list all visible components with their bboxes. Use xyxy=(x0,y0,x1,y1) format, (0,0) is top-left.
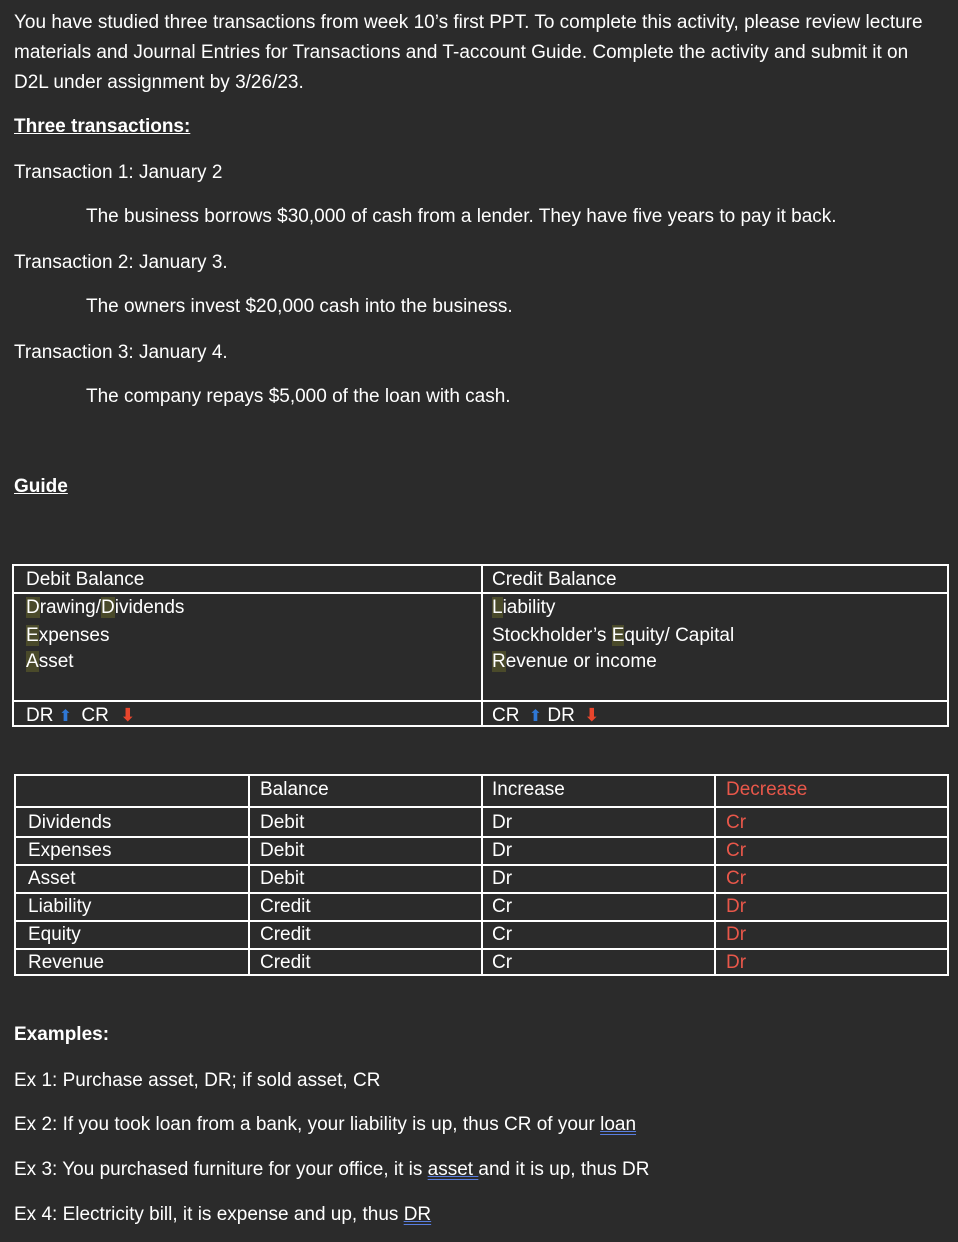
intro-paragraph: You have studied three transactions from week 10’s first PPT. To complete this activity, please review lecture materials and Journal Entries for Transactions and T-account Guide. Complete the activity and submit it on D2L under assignment by 3/26/23. xyxy=(14,12,923,93)
example-4-link: DR xyxy=(403,1204,432,1225)
table-cell: Cr xyxy=(492,896,513,917)
transaction-3-label: Transaction 3: January 4. xyxy=(14,342,228,363)
guide-table xyxy=(12,564,949,727)
table-cell: Credit xyxy=(260,924,311,945)
table-cell: Debit xyxy=(260,812,305,833)
example-1: Ex 1: Purchase asset, DR; if sold asset, CR xyxy=(14,1070,381,1091)
arrow-down-icon: ⬇ xyxy=(120,705,136,725)
arrow-up-icon: ⬆ xyxy=(58,708,73,725)
transaction-2-text: The owners invest $20,000 cash into the business. xyxy=(86,296,513,317)
table-cell: Debit xyxy=(260,840,305,861)
table-cell: Dividends xyxy=(28,812,112,833)
transaction-3-text: The company repays $5,000 of the loan with cash. xyxy=(86,386,511,407)
table-header-increase: Increase xyxy=(492,779,565,800)
table-cell: Expenses xyxy=(28,840,112,861)
transactions-heading: Three transactions: xyxy=(14,116,191,137)
arrow-up-icon: ⬆ xyxy=(528,708,543,725)
credit-item-liability: Liability xyxy=(492,597,556,618)
example-2-link: loan xyxy=(600,1114,637,1135)
transaction-1-text: The business borrows $30,000 of cash from a lender. They have five years to pay it back. xyxy=(86,206,837,227)
debit-rule: DR ⬆ CR ⬇ xyxy=(26,705,136,726)
example-2: Ex 2: If you took loan from a bank, your liability is up, thus CR of your loan xyxy=(14,1114,637,1135)
table-cell: Dr xyxy=(492,812,513,833)
table-cell: Cr xyxy=(726,868,747,889)
table-cell: Dr xyxy=(726,896,747,917)
credit-rule: CR ⬆ DR ⬇ xyxy=(492,705,600,726)
credit-item-revenue: Revenue or income xyxy=(492,651,657,672)
credit-balance-header: Credit Balance xyxy=(492,569,617,590)
table-cell: Equity xyxy=(28,924,81,945)
table-cell: Dr xyxy=(492,840,513,861)
table-cell: Cr xyxy=(726,812,747,833)
credit-item-equity: Stockholder’s Equity/ Capital xyxy=(492,625,735,646)
balance-rules-table xyxy=(14,774,949,976)
table-cell: Debit xyxy=(260,868,305,889)
guide-heading: Guide xyxy=(14,476,68,497)
table-cell: Dr xyxy=(492,868,513,889)
example-4: Ex 4: Electricity bill, it is expense and up, thus DR xyxy=(14,1204,432,1225)
table-cell: Credit xyxy=(260,952,311,973)
table-cell: Cr xyxy=(492,924,513,945)
debit-item-expenses: Expenses xyxy=(26,625,110,646)
transaction-1-label: Transaction 1: January 2 xyxy=(14,162,223,183)
table-header-balance: Balance xyxy=(260,779,329,800)
example-3: Ex 3: You purchased furniture for your office, it is asset and it is up, thus DR xyxy=(14,1159,650,1180)
table-cell: Asset xyxy=(28,868,76,889)
arrow-down-icon: ⬇ xyxy=(584,705,600,725)
example-3-link: asset xyxy=(427,1159,479,1180)
transaction-2-label: Transaction 2: January 3. xyxy=(14,252,228,273)
table-cell: Dr xyxy=(726,924,747,945)
table-cell: Cr xyxy=(492,952,513,973)
debit-item-asset: Asset xyxy=(26,651,74,672)
table-cell: Cr xyxy=(726,840,747,861)
debit-balance-header: Debit Balance xyxy=(26,569,145,590)
examples-heading: Examples: xyxy=(14,1024,110,1045)
table-cell: Dr xyxy=(726,952,747,973)
table-cell: Revenue xyxy=(28,952,105,973)
table-cell: Liability xyxy=(28,896,92,917)
table-cell: Credit xyxy=(260,896,311,917)
table-header-decrease: Decrease xyxy=(726,779,808,800)
debit-item-drawing-dividends: Drawing/Dividends xyxy=(26,597,185,618)
